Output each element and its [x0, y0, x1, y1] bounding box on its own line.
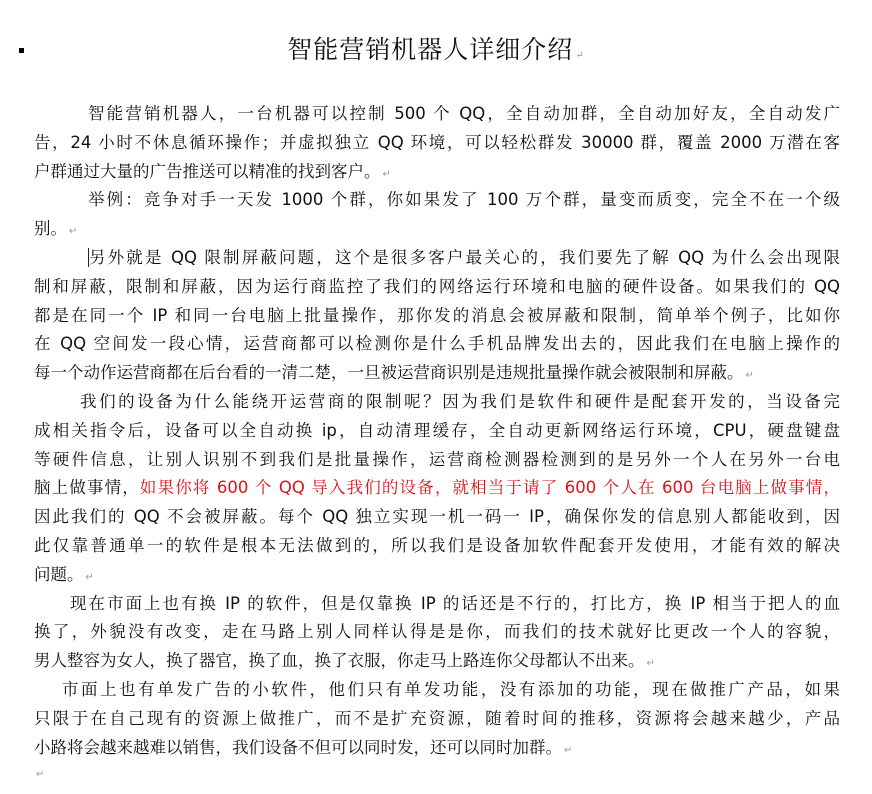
paragraph-3: [34, 244, 840, 388]
text-line: 市面上也有单发广告的小软件，他们只有单发功能，没有添加的功能，现在做推广产品，如果: [62, 679, 840, 699]
text-line: 只限于在自己现有的资源上做推广，而不是扩充资源，随着时间的推移，资源将会越来越少，产品: [34, 708, 840, 728]
text-line-content: 另外就是 QQ 限制屏蔽问题，这个是很多客户最关心的，我们要先了解 QQ 为什么会出现限: [89, 247, 840, 267]
text-line: 我们的设备为什么能绕开运营商的限制呢？因为我们是软件和硬件是配套开发的，当设备完: [80, 391, 840, 411]
text-line: 因此我们的 QQ 不会被屏蔽。每个 QQ 独立实现一机一码一 IP，确保你发的信息别人都能收到，因: [34, 507, 840, 527]
text-line: 告，24 小时不休息循环操作；并虚拟独立 QQ 环境，可以轻松群发 30000 群，覆盖 2000 万潜在客: [34, 132, 840, 152]
text-line: 小路将会越来越难以销售，我们设备不但可以同时发，还可以同时加群。 ↵: [34, 734, 840, 763]
text-line: 举例：竞争对手一天发 1000 个群，你如果发了 100 万个群，量变而质变，完全不在一个级: [88, 190, 840, 210]
text-line: 男人整容为女人，换了器官，换了血，换了衣服，你走马上路连你父母都认不出来。 ↵: [34, 647, 840, 676]
paragraph-2: [34, 186, 840, 244]
text-line: 问题。 ↵: [34, 561, 840, 590]
document-body[interactable]: [34, 100, 840, 791]
paragraph-1: [34, 100, 840, 186]
text-line: 在 QQ 空间发一段心情，运营商都可以检测你是什么手机品牌发出去的，因此我们在电脑上操作的: [34, 334, 840, 354]
text-line: [34, 244, 840, 273]
paragraph-4: [34, 388, 840, 590]
document-title: 智能营销机器人详细介绍 ↵: [0, 30, 872, 66]
text-line: 别。 ↵: [34, 215, 840, 244]
text-segment: 脑上做事情，: [34, 478, 140, 498]
text-line: 换了，外貌没有改变，走在马路上别人同样认得是是你，而我们的技术就好比更改一个人的容貌，: [34, 622, 840, 642]
text-line: [34, 474, 840, 503]
text-line: 等硬件信息，让别人识别不到我们是批量操作，运营商检测器检测到的是另外一个人在另外一台电: [34, 449, 840, 469]
text-line: 成相关指令后，设备可以全自动换 ip，自动清理缓存，全自动更新网络运行环境，CPU，硬盘键盘: [34, 420, 840, 440]
empty-paragraph: [34, 762, 840, 791]
paragraph-5: [34, 590, 840, 676]
text-line: 此仅靠普通单一的软件是根本无法做到的，所以我们是设备加软件配套开发使用，才能有效的解决: [34, 535, 840, 555]
text-line: 每一个动作运营商都在后台看的一清二楚，一旦被运营商识别是违规批量操作就会被限制和屏蔽。 ↵: [34, 359, 840, 388]
text-line: 都是在同一个 IP 和同一台电脑上批量操作，那你发的消息会被屏蔽和限制，简单举个例子，比如你: [34, 305, 840, 325]
text-line: 制和屏蔽，限制和屏蔽，因为运行商监控了我们的网络运行环境和电脑的硬件设备。如果我们的 QQ: [34, 276, 840, 296]
highlighted-text: 如果你将 600 个 QQ 导入我们的设备，就相当于请了 600 个人在 600 台电脑上做事情，: [139, 478, 840, 498]
text-line: 智能营销机器人，一台机器可以控制 500 个 QQ，全自动加群，全自动加好友，全自动发广: [88, 104, 840, 123]
text-line: 户群通过大量的广告推送可以精准的找到客户。 ↵: [34, 158, 840, 187]
paragraph-6: [34, 676, 840, 762]
text-line: 现在市面上也有换 IP 的软件，但是仅靠换 IP 的话还是不行的，打比方，换 IP 相当于把人的血: [70, 593, 840, 613]
